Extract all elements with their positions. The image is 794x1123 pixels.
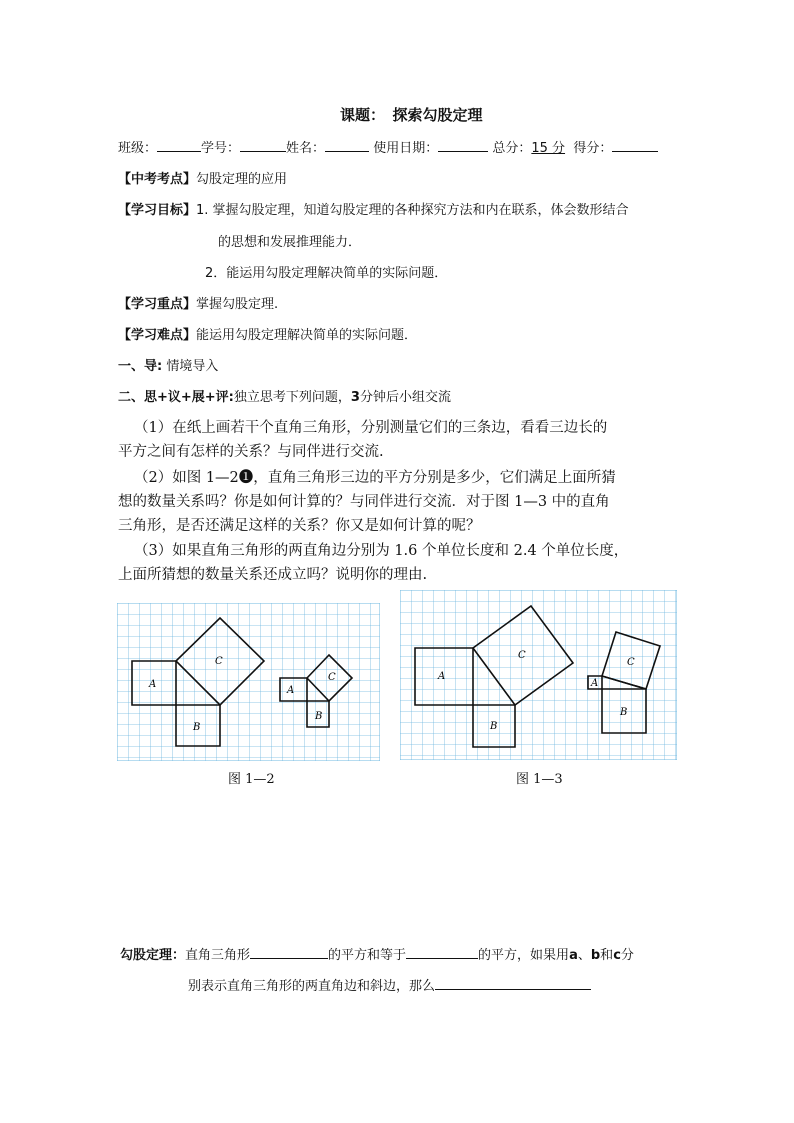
info-line [118,137,658,156]
figure-1-2 [117,603,380,761]
figure-1-3-grid [400,590,677,760]
theorem-label: 勾股定理： [120,948,186,963]
theorem-line-2-text: 别表示直角三角形的两直角边和斜边，那么 [188,979,436,994]
section-1-text: 情境导入 [166,359,219,374]
theorem-sep: 、 [577,948,591,963]
id-blank[interactable] [240,138,286,152]
var-c: c [613,948,621,963]
exam-point-text: 勾股定理的应用 [196,172,288,187]
label-b: B [490,721,498,732]
goal-item-1-cont: 的思想和发展推理能力． [218,235,362,250]
question-line: 上面所猜想的数量关系还成立吗？说明你的理由. [118,567,428,583]
goals [118,199,629,218]
class-label: 班级： [118,141,158,156]
exam-point-tag: 【中考考点】 [118,172,197,187]
goal-item-2: 2．能运用勾股定理解决简单的实际问题． [205,266,448,281]
section-2-rest: 分钟后小组交流 [359,390,451,405]
date-blank[interactable] [438,138,488,152]
label-a-small: A [287,685,295,696]
label-a: A [149,679,157,690]
key-point-text: 掌握勾股定理. [196,297,279,312]
figure-1-2-grid [117,603,380,761]
name-label: 姓名： [286,141,326,156]
question-line: （2）如图 1—2❶，直角三角形三边的平方分别是多少，它们满足上面所猜 [134,470,616,486]
section-2 [118,386,451,405]
label-b-small: B [620,707,628,718]
label-a-small: A [591,678,599,689]
label-a: A [438,671,446,682]
label-b: B [193,722,201,733]
difficulty-text: 能运用勾股定理解决简单的实际问题． [196,328,418,343]
var-a: a [569,948,578,963]
key-point [118,293,278,312]
figure-1-3 [400,590,677,760]
total-label: 总分： [492,141,532,156]
theorem-part-3: 的平方，如果用 [478,948,570,963]
section-2-text: 独立思考下列问题， [233,390,351,405]
label-c: C [518,650,526,661]
goal-item-1: 1. 掌握勾股定理，知道勾股定理的各种探究方法和内在联系，体会数形结合 [196,203,629,218]
blank-formula[interactable] [435,976,591,990]
blank-hypotenuse[interactable] [406,945,478,959]
label-b-small: B [315,711,323,722]
theorem-part-4: 分 [620,948,634,963]
section-1-label: 一、导: [118,359,163,374]
exam-point [118,168,287,187]
question-line: 三角形，是否还满足这样的关系？你又是如何计算的呢？ [118,518,481,534]
name-blank[interactable] [325,138,369,152]
total-value: 15 分 [531,141,566,156]
blank-legs[interactable] [250,945,328,959]
section-2-label: 二、思+议+展+评: [118,390,234,405]
label-c-small: C [328,672,336,683]
score-label: 得分： [573,141,613,156]
date-label: 使用日期： [373,141,439,156]
page-title: 课题： 探索勾股定理 [340,106,483,124]
key-point-tag: 【学习重点】 [118,297,197,312]
theorem-and: 和 [600,948,614,963]
figure-1-2-caption: 图 1—2 [228,772,275,787]
var-b: b [590,948,601,963]
difficulty-tag: 【学习难点】 [118,328,197,343]
score-blank[interactable] [612,138,658,152]
id-label: 学号： [201,141,241,156]
figure-1-3-caption: 图 1—3 [516,772,563,787]
question-line: （1）在纸上画若干个直角三角形，分别测量它们的三条边，看看三边长的 [134,420,608,436]
question-line: （3）如果直角三角形的两直角边分别为 1.6 个单位长度和 2.4 个单位长度， [134,543,629,559]
theorem-line-2 [188,975,591,994]
theorem-line-1 [120,944,634,963]
question-line: 想的数量关系吗？你是如何计算的？与同伴进行交流．对于图 1—3 中的直角 [118,494,610,510]
class-blank[interactable] [157,138,201,152]
label-c: C [215,656,223,667]
theorem-part-2: 的平方和等于 [328,948,407,963]
difficulty [118,324,417,343]
theorem-part-1: 直角三角形 [185,948,251,963]
section-1 [118,355,218,374]
question-line: 平方之间有怎样的关系？与同伴进行交流. [118,444,384,460]
goals-tag: 【学习目标】 [118,203,197,218]
section-2-bold: 3 [350,390,360,405]
label-c-small: C [627,657,635,668]
